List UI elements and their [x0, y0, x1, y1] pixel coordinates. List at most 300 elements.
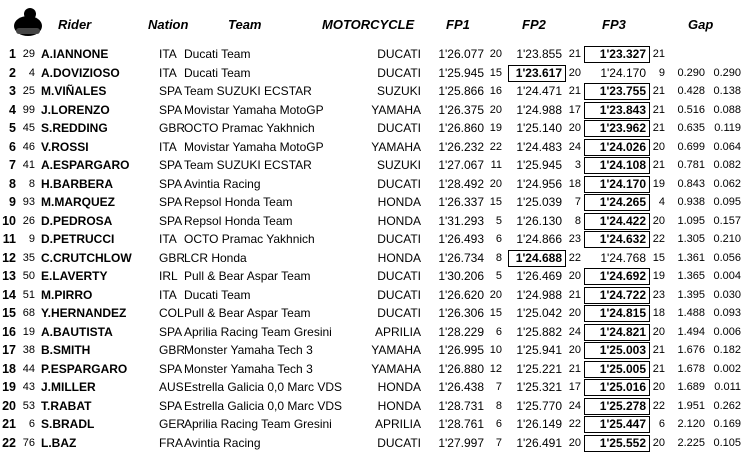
position: 10 [2, 213, 16, 228]
rider-name: C.CRUTCHLOW [41, 250, 132, 265]
position: 17 [2, 343, 16, 357]
gap-to-previous: 0.056 [713, 251, 741, 264]
motorcycle: YAMAHA [371, 361, 421, 376]
fp2-laps: 24 [568, 325, 581, 338]
fp1-time: 1'28.492 [438, 176, 484, 191]
motorcycle: SUZUKI [376, 158, 421, 172]
fp1-time: 1'26.620 [438, 287, 484, 302]
header-fp1: FP1 [446, 17, 470, 32]
team: Team SUZUKI ECSTAR [184, 84, 312, 98]
fp3-time: 1'23.327 [599, 47, 646, 61]
fp2-laps: 23 [568, 233, 581, 245]
fp2-time: 1'24.471 [516, 84, 562, 98]
rider-name: Y.HERNANDEZ [41, 306, 127, 320]
fp2-laps: 20 [568, 307, 581, 319]
position: 22 [2, 435, 16, 450]
fp2-laps: 20 [568, 66, 581, 79]
position: 6 [9, 139, 16, 154]
nation: SPA [159, 324, 183, 339]
table-row [0, 175, 745, 194]
rider-name: J.MILLER [41, 380, 96, 394]
fp1-time: 1'26.860 [438, 121, 484, 135]
fp3-laps: 21 [652, 122, 665, 134]
fp3-time: 1'25.016 [599, 380, 646, 394]
fp1-time: 1'26.077 [438, 47, 484, 61]
gap-to-previous: 0.004 [713, 270, 741, 282]
rider-name: M.PIRRO [41, 287, 93, 302]
position: 11 [2, 232, 16, 246]
gap-to-previous: 0.064 [713, 140, 741, 153]
fp1-time: 1'31.293 [438, 213, 484, 228]
nation: COL [159, 306, 184, 320]
fp1-laps: 15 [489, 66, 502, 79]
fp1-time: 1'26.995 [438, 343, 484, 357]
fp3-laps: 20 [652, 140, 665, 153]
fp1-time: 1'26.493 [438, 232, 484, 246]
fp3-laps: 20 [652, 325, 665, 338]
table-row [0, 249, 745, 268]
fp2-time: 1'24.688 [515, 250, 562, 265]
rider-name: M.MARQUEZ [41, 195, 115, 209]
rider-name: V.ROSSI [41, 139, 89, 154]
rider-name: M.VIÑALES [41, 84, 107, 98]
gap-to-first: 1.488 [677, 307, 705, 319]
team: Movistar Yamaha MotoGP [184, 102, 324, 117]
fp3-time: 1'24.722 [599, 287, 646, 302]
fp3-laps: 20 [652, 381, 665, 393]
fp2-laps: 20 [568, 344, 581, 356]
fp1-laps: 15 [489, 196, 502, 208]
gap-to-previous: 0.182 [713, 344, 741, 356]
motorcycle: APRILIA [374, 417, 421, 431]
fp1-laps: 19 [489, 122, 502, 134]
gap-to-previous: 0.210 [713, 233, 741, 245]
gap-to-previous: 0.105 [713, 436, 741, 449]
gap-to-first: 1.305 [677, 233, 705, 245]
rider-number: 53 [22, 399, 35, 412]
rider-name: E.LAVERTY [41, 269, 108, 283]
gap-to-first: 2.225 [677, 436, 705, 449]
rider-number: 19 [22, 325, 35, 338]
table-row [0, 434, 745, 453]
fp1-laps: 8 [495, 251, 502, 264]
team: Pull & Bear Aspar Team [184, 306, 311, 320]
gap-to-first: 2.120 [677, 418, 705, 430]
fp1-laps: 8 [495, 399, 502, 412]
gap-to-first: 1.951 [677, 399, 705, 412]
gap-to-previous: 0.006 [713, 325, 741, 338]
table-row [0, 230, 745, 249]
fp1-time: 1'26.337 [438, 195, 484, 209]
position: 8 [9, 176, 16, 191]
fp3-laps: 6 [658, 418, 665, 430]
fp1-time: 1'26.438 [438, 380, 484, 394]
header-gap: Gap [688, 17, 714, 32]
gap-to-first: 1.678 [677, 362, 705, 375]
fp1-time: 1'28.761 [438, 417, 484, 431]
fp2-time: 1'24.988 [516, 102, 562, 117]
table-row [0, 341, 745, 360]
gap-to-previous: 0.169 [713, 418, 741, 430]
rider-name: L.BAZ [41, 435, 77, 450]
rider-name: J.LORENZO [41, 102, 110, 117]
team: Monster Yamaha Tech 3 [184, 361, 313, 376]
position: 9 [9, 195, 16, 209]
position: 2 [9, 65, 16, 80]
rider-number: 93 [22, 196, 35, 208]
position: 14 [2, 287, 16, 302]
nation: GBR [159, 121, 186, 135]
fp3-laps: 9 [658, 66, 665, 79]
motorcycle-rider-icon [10, 6, 46, 38]
gap-to-first: 1.689 [677, 381, 705, 393]
fp1-time: 1'27.997 [438, 435, 484, 450]
fp2-time: 1'26.130 [516, 213, 562, 228]
nation: ITA [159, 47, 177, 61]
gap-to-first: 1.361 [677, 251, 705, 264]
motorcycle: DUCATI [377, 306, 421, 320]
fp1-laps: 20 [489, 177, 502, 190]
rider-number: 38 [22, 344, 35, 356]
nation: GBR [159, 343, 186, 357]
fp3-time: 1'24.815 [599, 306, 646, 320]
fp1-laps: 16 [489, 85, 502, 97]
fp3-laps: 15 [652, 251, 665, 264]
team: OCTO Pramac Yakhnich [184, 121, 315, 135]
position: 19 [2, 380, 16, 394]
rider-name: A.ESPARGARO [41, 158, 130, 172]
motorcycle: DUCATI [377, 176, 421, 191]
fp3-time: 1'24.768 [600, 250, 646, 265]
motorcycle: APRILIA [374, 324, 421, 339]
table-row [0, 397, 745, 416]
position: 3 [9, 84, 16, 98]
fp3-laps: 20 [652, 436, 665, 449]
nation: SPA [159, 102, 183, 117]
rider-name: B.SMITH [41, 343, 91, 357]
fp1-time: 1'26.734 [438, 250, 484, 265]
team: Ducati Team [184, 65, 251, 80]
fp1-laps: 7 [495, 381, 502, 393]
fp2-laps: 18 [568, 177, 581, 190]
table-row [0, 267, 745, 286]
table-row [0, 45, 745, 64]
gap-to-previous: 0.002 [713, 362, 741, 375]
table-row [0, 138, 745, 157]
rider-number: 46 [22, 140, 35, 153]
fp3-time: 1'25.003 [599, 343, 646, 357]
fp3-time: 1'25.005 [599, 361, 646, 376]
team: Ducati Team [184, 287, 251, 302]
fp3-laps: 21 [652, 85, 665, 97]
nation: FRA [159, 435, 183, 450]
gap-to-previous: 0.011 [714, 381, 741, 393]
fp3-time: 1'24.692 [599, 269, 646, 283]
fp1-laps: 7 [495, 436, 502, 449]
position: 4 [9, 102, 16, 117]
gap-to-first: 0.781 [677, 159, 705, 171]
table-row [0, 101, 745, 120]
fp3-time: 1'23.843 [599, 102, 646, 117]
fp2-time: 1'25.321 [516, 380, 562, 394]
fp1-laps: 20 [489, 288, 502, 301]
fp2-laps: 24 [568, 140, 581, 153]
header-rider: Rider [58, 17, 92, 32]
team: Monster Yamaha Tech 3 [184, 343, 313, 357]
fp1-laps: 15 [489, 307, 502, 319]
motorcycle: DUCATI [377, 269, 421, 283]
gap-to-previous: 0.290 [713, 66, 741, 79]
nation: ITA [159, 232, 177, 246]
team: Ducati Team [184, 47, 251, 61]
motorcycle: YAMAHA [371, 343, 421, 357]
fp1-laps: 11 [490, 159, 502, 171]
motorcycle: DUCATI [377, 65, 421, 80]
table-header [0, 0, 745, 42]
position: 7 [9, 158, 16, 172]
rider-name: P.ESPARGARO [41, 361, 128, 376]
motorcycle: YAMAHA [371, 102, 421, 117]
fp2-time: 1'25.941 [516, 343, 562, 357]
fp1-laps: 10 [489, 344, 502, 356]
motorcycle: HONDA [377, 380, 421, 394]
gap-to-first: 1.095 [677, 214, 705, 227]
table-row [0, 378, 745, 397]
gap-to-previous: 0.119 [714, 122, 741, 134]
motorcycle: DUCATI [377, 232, 421, 246]
team: Aprilia Racing Team Gresini [184, 324, 332, 339]
fp1-time: 1'30.206 [438, 269, 484, 283]
fp2-laps: 20 [568, 122, 581, 134]
fp2-time: 1'24.866 [516, 232, 562, 246]
position: 18 [2, 361, 16, 376]
gap-to-first: 0.699 [677, 140, 705, 153]
rider-name: A.DOVIZIOSO [41, 65, 120, 80]
fp3-laps: 21 [652, 344, 665, 356]
fp2-time: 1'24.988 [516, 287, 562, 302]
fp1-laps: 6 [495, 325, 502, 338]
fp3-time: 1'24.265 [599, 195, 646, 209]
position: 13 [2, 269, 16, 283]
fp2-time: 1'26.469 [516, 269, 562, 283]
fp1-time: 1'28.731 [438, 398, 484, 413]
gap-to-first: 0.635 [677, 122, 705, 134]
gap-to-previous: 0.095 [713, 196, 741, 208]
fp2-time: 1'24.483 [516, 139, 562, 154]
motorcycle: HONDA [377, 213, 421, 228]
motorcycle: HONDA [377, 398, 421, 413]
fp1-laps: 5 [495, 270, 502, 282]
rider-number: 68 [22, 307, 35, 319]
rider-number: 4 [28, 66, 35, 79]
table-row [0, 156, 745, 175]
fp1-time: 1'26.375 [438, 102, 484, 117]
fp3-time: 1'24.632 [599, 232, 646, 246]
fp2-laps: 21 [568, 48, 581, 60]
fp1-laps: 22 [489, 140, 502, 153]
team: Estrella Galicia 0,0 Marc VDS [184, 398, 343, 413]
motorcycle: DUCATI [377, 121, 421, 135]
fp3-time: 1'24.821 [599, 324, 646, 339]
fp1-time: 1'27.067 [438, 158, 484, 172]
rider-number: 43 [22, 381, 35, 393]
table-row [0, 212, 745, 231]
fp2-time: 1'25.042 [516, 306, 562, 320]
gap-to-previous: 0.088 [713, 103, 741, 116]
rider-number: 9 [28, 233, 35, 245]
fp1-time: 1'25.866 [438, 84, 484, 98]
rider-number: 29 [22, 48, 35, 60]
fp2-laps: 22 [568, 251, 581, 264]
rider-number: 41 [22, 159, 35, 171]
position: 15 [2, 306, 16, 320]
nation: IRL [159, 269, 178, 283]
fp1-laps: 6 [495, 418, 502, 430]
table-row [0, 415, 745, 434]
fp1-time: 1'26.232 [438, 139, 484, 154]
nation: SPA [159, 176, 183, 191]
position: 21 [2, 417, 16, 431]
fp3-laps: 21 [652, 362, 665, 375]
rider-number: 45 [22, 122, 35, 134]
rider-number: 6 [28, 418, 35, 430]
fp2-laps: 3 [574, 159, 581, 171]
gap-to-first: 0.516 [677, 103, 705, 116]
fp2-time: 1'26.491 [516, 435, 562, 450]
fp3-time: 1'25.447 [599, 417, 646, 431]
nation: SPA [159, 84, 183, 98]
gap-to-previous: 0.138 [713, 85, 741, 97]
fp2-laps: 8 [574, 214, 581, 227]
gap-to-previous: 0.093 [713, 307, 741, 319]
team: Avintia Racing [184, 176, 261, 191]
table-row [0, 82, 745, 101]
rider-name: T.RABAT [41, 398, 92, 413]
position: 5 [9, 121, 16, 135]
team: Avintia Racing [184, 435, 261, 450]
nation: SPA [159, 213, 183, 228]
position: 1 [9, 47, 16, 61]
rider-number: 44 [22, 362, 35, 375]
fp3-laps: 23 [652, 288, 665, 301]
fp1-time: 1'28.229 [438, 324, 484, 339]
gap-to-previous: 0.030 [713, 288, 741, 301]
rider-number: 8 [28, 177, 35, 190]
rider-name: H.BARBERA [41, 176, 113, 191]
fp2-time: 1'23.855 [516, 47, 562, 61]
gap-to-previous: 0.157 [713, 214, 741, 227]
fp2-time: 1'25.882 [516, 324, 562, 339]
motorcycle: HONDA [377, 250, 421, 265]
fp2-laps: 21 [568, 85, 581, 97]
header-fp2: FP2 [522, 17, 546, 32]
fp3-time: 1'23.962 [599, 121, 646, 135]
fp2-laps: 21 [568, 288, 581, 301]
nation: GBR [159, 250, 186, 265]
fp3-time: 1'24.108 [599, 158, 646, 172]
rider-name: A.IANNONE [41, 47, 109, 61]
team: Movistar Yamaha MotoGP [184, 139, 324, 154]
fp2-laps: 20 [568, 436, 581, 449]
motorcycle: DUCATI [377, 47, 421, 61]
nation: AUS [159, 380, 184, 394]
gap-to-first: 1.676 [677, 344, 705, 356]
fp3-laps: 19 [652, 177, 665, 190]
team: Team SUZUKI ECSTAR [184, 158, 312, 172]
fp2-laps: 7 [574, 196, 581, 208]
fp2-laps: 24 [568, 399, 581, 412]
fp2-time: 1'25.039 [516, 195, 562, 209]
fp3-laps: 21 [652, 48, 665, 60]
team: Aprilia Racing Team Gresini [184, 417, 332, 431]
team: Repsol Honda Team [184, 195, 293, 209]
fp2-laps: 21 [568, 362, 581, 375]
motorcycle: SUZUKI [376, 84, 421, 98]
gap-to-previous: 0.082 [713, 159, 741, 171]
motorcycle: YAMAHA [371, 139, 421, 154]
fp3-laps: 21 [652, 159, 665, 171]
fp3-time: 1'24.170 [599, 176, 646, 191]
table-row [0, 304, 745, 323]
fp1-time: 1'25.945 [438, 65, 484, 80]
fp2-laps: 22 [568, 418, 581, 430]
team: Estrella Galicia 0,0 Marc VDS [184, 380, 343, 394]
table-row [0, 323, 745, 342]
gap-to-first: 0.428 [677, 85, 705, 97]
team: OCTO Pramac Yakhnich [184, 232, 315, 246]
team: Repsol Honda Team [184, 213, 293, 228]
fp1-laps: 20 [489, 103, 502, 116]
rider-number: 99 [22, 103, 35, 116]
rider-number: 50 [22, 270, 35, 282]
gap-to-first: 1.365 [677, 270, 705, 282]
fp1-laps: 12 [489, 362, 502, 375]
position: 16 [2, 324, 16, 339]
fp1-laps: 20 [489, 48, 502, 60]
position: 20 [2, 398, 16, 413]
table-row [0, 119, 745, 138]
rider-number: 26 [22, 214, 35, 227]
rider-number: 35 [22, 251, 35, 264]
fp2-laps: 20 [568, 270, 581, 282]
motorcycle: DUCATI [377, 287, 421, 302]
gap-to-first: 0.290 [677, 66, 705, 79]
fp3-laps: 21 [652, 103, 665, 116]
table-row [0, 286, 745, 305]
fp3-time: 1'25.552 [599, 435, 646, 450]
fp3-time: 1'25.278 [599, 398, 646, 413]
fp3-laps: 22 [652, 233, 665, 245]
fp3-laps: 18 [652, 307, 665, 319]
fp1-time: 1'26.306 [438, 306, 484, 320]
nation: ITA [159, 287, 177, 302]
rider-name: S.BRADL [41, 417, 95, 431]
gap-to-first: 0.843 [677, 177, 705, 190]
header-nation: Nation [148, 17, 189, 32]
gap-to-previous: 0.262 [713, 399, 741, 412]
rider-name: A.BAUTISTA [41, 324, 113, 339]
fp1-laps: 5 [495, 214, 502, 227]
fp1-laps: 6 [495, 233, 502, 245]
fp3-time: 1'24.026 [599, 139, 646, 154]
rider-number: 51 [22, 288, 35, 301]
header-team: Team [228, 17, 262, 32]
team: LCR Honda [184, 250, 247, 265]
rider-name: D.PETRUCCI [41, 232, 115, 246]
fp3-laps: 4 [658, 196, 665, 208]
nation: SPA [159, 158, 183, 172]
fp2-laps: 17 [568, 381, 581, 393]
